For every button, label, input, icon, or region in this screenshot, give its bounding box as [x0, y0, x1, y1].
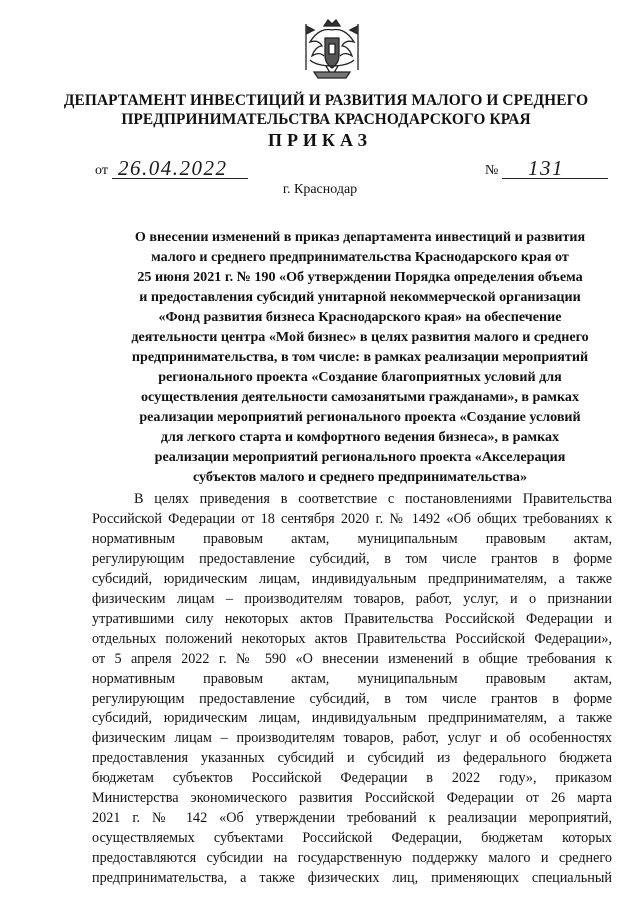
org-line-1: ДЕПАРТАМЕНТ ИНВЕСТИЦИЙ И РАЗВИТИЯ МАЛОГО И СРЕДНЕГО	[63, 92, 589, 109]
body-line: субсидий, юридическим лицам, индивидуальным предпринимателям, а также	[92, 570, 612, 587]
body-line: предпринимательства, а также физических лиц, применяющих специальный	[92, 870, 612, 887]
body-line: субсидий, юридическим лицам, индивидуальным предпринимателям, а также	[92, 710, 612, 727]
body-line: осуществляемых субъектами Российской Федерации, бюджетам которых	[92, 830, 612, 847]
body-line: В целях приведения в соответствие с постановлениями Правительства	[134, 491, 612, 507]
body-line: утратившими силу некоторых актов Правительства Российской Федерации и	[92, 610, 612, 627]
subject-line: деятельности центра «Мой бизнес» в целях развития малого и среднего	[131, 329, 589, 345]
subject-line: предпринимательства, в том числе: в рамках реализации мероприятий	[131, 349, 589, 365]
body-line: физическим лицам – производителям товаров, работ, услуг, и о признании	[92, 590, 612, 607]
subject-line: субъектов малого и среднего предпринимательства»	[192, 469, 528, 485]
date-label: от	[95, 163, 108, 178]
body-line: Российской Федерации от 18 сентября 2020 г. № 1492 «Об общих требованиях к	[92, 510, 612, 527]
subject-line: «Фонд развития бизнеса Краснодарского края» на обеспечение	[158, 309, 562, 325]
body-line: бюджетам субъектов Российской Федерации в 2022 году», приказом	[92, 770, 612, 787]
coat-of-arms-emblem	[300, 16, 364, 84]
org-line-2: ПРЕДПРИНИМАТЕЛЬСТВА КРАСНОДАРСКОГО КРАЯ	[121, 111, 531, 128]
body-line: нормативным правовым актам, муниципальным правовым актам,	[92, 530, 612, 547]
document-type-title: ПРИКАЗ	[267, 130, 373, 150]
body-line: предоставления указанных субсидий и субсидий из федерального бюджета	[92, 750, 612, 767]
body-paragraph	[92, 490, 612, 889]
subject-line: осуществления деятельности самозанятыми гражданами», в рамках	[140, 389, 580, 405]
city: г. Краснодар	[282, 182, 358, 197]
body-line: предоставляются субсидии на государственную поддержку малого и среднего	[92, 850, 612, 867]
body-line: регулирующим предоставление субсидий, в том числе грантов в форме	[92, 550, 612, 567]
body-line: 2021 г. № 142 «Об утверждении требований к реализации мероприятий,	[92, 810, 612, 827]
subject-line: для легкого старта и комфортного ведения бизнеса», в рамках	[160, 429, 560, 445]
body-line: Министерства экономического развития Российской Федерации от 26 марта	[92, 790, 612, 807]
subject-line: реализации мероприятий регионального проекта «Создание условий	[139, 409, 581, 425]
subject-line: и предоставления субсидий унитарной некоммерческой организации	[139, 289, 581, 305]
body-line: физическим лицам – производителям товаров, работ, услуг и об особенностях	[92, 730, 612, 747]
handwritten-number: 131	[528, 156, 564, 180]
handwritten-date: 26.04.2022	[118, 156, 228, 180]
subject-line: реализации мероприятий регионального проекта «Акселерация	[154, 449, 566, 465]
subject-line: регионального проекта «Создание благоприятных условий для	[158, 369, 562, 385]
subject-line: О внесении изменений в приказ департамента инвестиций и развития	[134, 229, 586, 245]
body-line: от 5 апреля 2022 г. № 590 «О внесении изменений в общие требования к	[92, 650, 612, 667]
body-line: нормативным правовым актам, муниципальным правовым актам,	[92, 670, 612, 687]
body-line: отдельных положений некоторых актов Правительства Российской Федерации»,	[92, 630, 612, 647]
body-line: регулирующим предоставление субсидий, в том числе грантов в форме	[92, 690, 612, 707]
order-subject	[100, 227, 620, 487]
number-label: №	[485, 163, 499, 178]
subject-line: 25 июня 2021 г. № 190 «Об утверждении Порядка определения объема	[137, 269, 583, 285]
subject-line: малого и среднего предпринимательства Краснодарского края от	[151, 249, 569, 265]
organization-name	[40, 91, 612, 129]
